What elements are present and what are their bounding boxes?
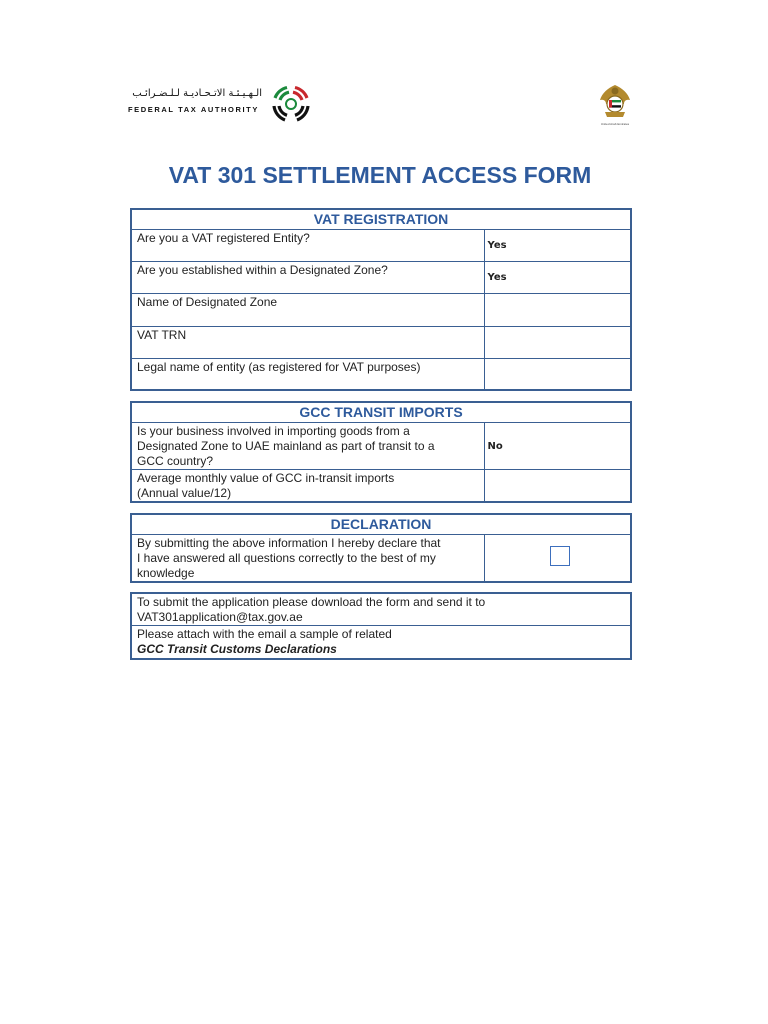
section-heading-gcc-transit: GCC TRANSIT IMPORTS bbox=[131, 402, 631, 423]
attach-line: Please attach with the email a sample of related bbox=[137, 627, 392, 641]
question-vat-registered: Are you a VAT registered Entity? bbox=[131, 230, 484, 262]
section-heading-declaration: DECLARATION bbox=[131, 514, 631, 535]
section-heading-vat-registration: VAT REGISTRATION bbox=[131, 209, 631, 230]
question-average-monthly-value bbox=[131, 470, 484, 503]
submit-line: To submit the application please download the form and send it to bbox=[137, 595, 486, 609]
answer-vat-registered[interactable]: Yes bbox=[484, 230, 631, 262]
question-line: GCC country? bbox=[137, 454, 214, 468]
question-vat-trn: VAT TRN bbox=[131, 327, 484, 359]
question-gcc-transit-involvement bbox=[131, 423, 484, 470]
uae-emblem bbox=[596, 82, 634, 128]
instructions-table bbox=[130, 592, 632, 660]
question-line: Designated Zone to UAE mainland as part of transit to a bbox=[137, 439, 435, 453]
answer-designated-zone[interactable]: Yes bbox=[484, 262, 631, 294]
answer-average-monthly-value[interactable] bbox=[484, 470, 631, 503]
question-line: Average monthly value of GCC in-transit imports bbox=[137, 471, 395, 485]
declaration-checkbox[interactable] bbox=[550, 546, 570, 566]
declaration-line: I have answered all questions correctly to the best of my bbox=[137, 551, 436, 565]
declaration-checkbox-cell bbox=[484, 535, 631, 583]
form-title: VAT 301 SETTLEMENT ACCESS FORM bbox=[168, 162, 592, 188]
answer-legal-name[interactable] bbox=[484, 359, 631, 390]
answer-vat-trn[interactable] bbox=[484, 327, 631, 359]
uae-emblem-icon bbox=[596, 82, 634, 122]
fta-logo bbox=[128, 82, 318, 126]
submit-instructions bbox=[131, 593, 631, 626]
question-designated-zone: Are you established within a Designated Zone? bbox=[131, 262, 484, 294]
question-line: Is your business involved in importing goods from a bbox=[137, 424, 410, 438]
declaration-table bbox=[130, 513, 632, 583]
uae-emblem-caption: United Arab Emirates bbox=[600, 122, 630, 126]
fta-english-name: FEDERAL TAX AUTHORITY bbox=[128, 105, 259, 114]
submit-email[interactable]: VAT301application@tax.gov.ae bbox=[137, 610, 303, 624]
fta-emblem-icon bbox=[267, 82, 315, 126]
question-line: (Annual value/12) bbox=[137, 486, 232, 500]
answer-gcc-transit-involvement[interactable]: No bbox=[484, 423, 631, 470]
declaration-line: By submitting the above information I hereby declare that bbox=[137, 536, 441, 550]
question-zone-name: Name of Designated Zone bbox=[131, 294, 484, 327]
answer-zone-name[interactable] bbox=[484, 294, 631, 327]
question-legal-name: Legal name of entity (as registered for VAT purposes) bbox=[131, 359, 484, 390]
declaration-text bbox=[131, 535, 484, 583]
declaration-line: knowledge bbox=[137, 566, 195, 580]
vat-registration-table bbox=[130, 208, 632, 391]
fta-arabic-name: الـهـيـئـة الاتـحـاديـة لـلـضـرائـب bbox=[132, 88, 262, 99]
attach-document-type: GCC Transit Customs Declarations bbox=[137, 642, 337, 656]
attach-instructions bbox=[131, 626, 631, 659]
gcc-transit-table bbox=[130, 401, 632, 503]
